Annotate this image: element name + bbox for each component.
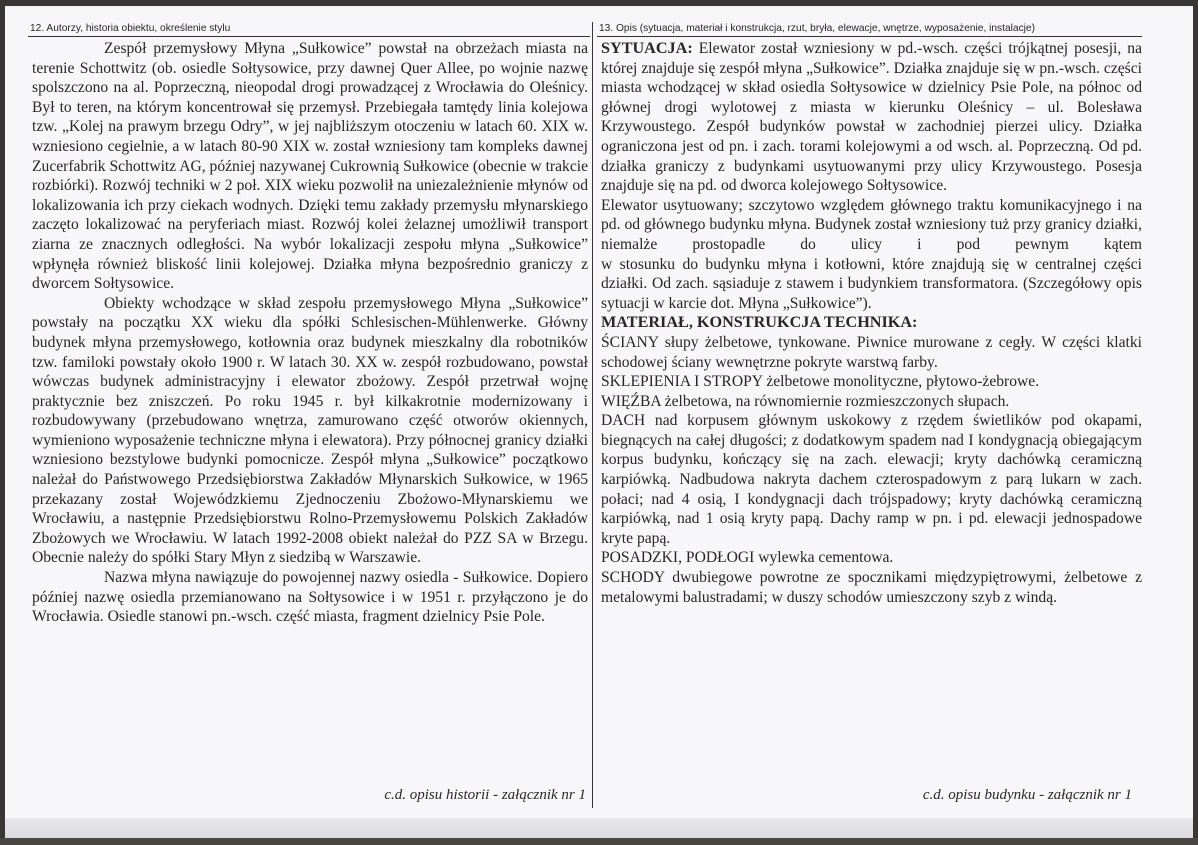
- history-column: [28, 22, 590, 627]
- description-section-header: 13. Opis (sytuacja, materiał i konstrukcja, rzut, bryła, elewacje, wnętrze, wyposażenie, instalacje): [597, 22, 1142, 37]
- description-column: [597, 22, 1142, 607]
- scan-bottom-edge: [5, 818, 1193, 840]
- material-stairs: SCHODY dwubiegowe powrotne ze spocznikami międzypiętrowymi, żelbetowe z metalowymi balustradami; w duszy schodów umieszczony szyb z windą.: [601, 569, 1142, 606]
- situation-paragraph-2: Elewator usytuowany; szczytowo względem głównego traktu komunikacyjnego i na pd. od głównego budynku młyna. Budynek został wzniesiony tuż przy granicy działki, niemalże prostopadle do ulicy i pod pewnym kątem: [601, 196, 1142, 253]
- material-ceilings: SKLEPIENIA I STROPY żelbetowe monolityczne, płytowo-żebrowe.: [601, 373, 1040, 391]
- situation-heading: SYTUACJA:: [601, 39, 693, 57]
- history-text: [28, 39, 590, 627]
- material-roof: DACH nad korpusem głównym uskokowy z rzędem świetlików pod okapami, biegnących na całej długości; z dodatkowym spadem nad I kondygnacją obiegającym korpus budynku, kończący się na zach. elewacji; kryty dachówką ceramiczną karpiówką. Nadbudowa nakryta dachem czterospadowym z parą lukarn w zach. połaci; nad 4 osią, I kondygnacji dach trójspadowy; kryty dachówką ceramiczną karpiówką, nad 1 osią kryty papą. Dachy ramp w pn. i pd. elewacji jednospadowe kryte papą.: [601, 412, 1142, 547]
- situation-paragraph: [601, 39, 1142, 196]
- description-continuation-note: c.d. opisu budynku - załącznik nr 1: [922, 787, 1132, 803]
- column-divider: [592, 22, 593, 808]
- situation-paragraph-3: w stosunku do budynku młyna i kotłowni, które znajdują się w centralnej części działki. Od zach. sąsiaduje z stawem i budynkiem transformatora. (Szczegółowy opis sytuacji w karcie dot. Młyna „Sułkowice”).: [601, 255, 1142, 312]
- material-heading: MATERIAŁ, KONSTRUKCJA TECHNIKA:: [601, 313, 918, 332]
- history-continuation-note: c.d. opisu historii - załącznik nr 1: [384, 787, 586, 803]
- situation-text: Elewator został wzniesiony w pd.-wsch. części trójkątnej posesji, na której znajduje się zespół młyna „Sułkowice”. Działka znajduje się w pn.-wsch. części miasta wchodzącej w skład osiedla Sołtysowice w dzielnicy Psie Pole, na północ od głównej drogi wylotowej z miasta w kierunku Oleśnicy – ul. Bolesława Krzywoustego. Zespół budynków powstał w zachodniej pierzei ulicy. Działka ograniczona jest od pn. i zach. torami kolejowymi a od wsch. al. Poprzeczną. Od pd. działka graniczy z budynkami usytuowanymi przy ulicy Krzywoustego. Posesja znajduje się na pd. od dworca kolejowego Sołtysowice.: [601, 40, 1142, 195]
- material-walls: ŚCIANY słupy żelbetowe, tynkowane. Piwnice murowane z cegły. W części klatki schodowej ściany wewnętrzne pokryte warstwą farby.: [601, 333, 1142, 371]
- history-paragraph-3: Nazwa młyna nawiązuje do powojennej nazwy osiedla - Sułkowice. Dopiero później nazwę osiedla przemianowano na Sołtysowice i w 1951 r. przyłączono je do Wrocławia. Osiedle stanowi pn.-wsch. część miasta, fragment dzielnicy Psie Pole.: [32, 569, 588, 626]
- scan-shadow: [0, 838, 1198, 845]
- history-paragraph-1: Zespół przemysłowy Młyna „Sułkowice” powstał na obrzeżach miasta na terenie Schottwitz (ob. osiedle Sołtysowice, przy dawnej Quer Allee, po wojnie nazwę spolszczono na al. Poprzeczną, nieopodal drogi prowadzącej z Wrocławia do Oleśnicy. Był to teren, na którym koncentrował się przemysł. Przebiegała tamtędy linia kolejowa tzw. „Kolej na prawym brzegu Odry”, w jej najbliższym otoczeniu w latach 60. XIX w. wzniesiono cegielnie, a w latach 80-90 XIX w. został wzniesiony tam kompleks dawnej Zucerfabrik Schottwitz AG, później nazywanej Cukrownią Sułkowice (obecnie w trakcie rozbiórki). Rozwój techniki w 2 poł. XIX wieku pozwolił na uniezależnienie młynów od lokalizowania ich przy ciekach wodnych. Dzięki temu zakłady przemysłu młynarskiego zaczęto lokalizować na peryferiach miast. Rozwój kolei żelaznej umożliwił transport ziarna ze znacznych odległości. Na wybór lokalizacji zespołu młyna „Sułkowice” wpłynęła również bliskość linii kolejowej. Działka młyna bezpośrednio graniczy z dworcem Sołtysowice.: [32, 40, 588, 293]
- history-section-header: 12. Autorzy, historia obiektu, określenie stylu: [28, 22, 590, 37]
- history-paragraph-2: Obiekty wchodzące w skład zespołu przemysłowego Młyna „Sułkowice” powstały na początku XX wieku dla spółki Schlesischen-Mühlenwerke. Główny budynek młyna przemysłowego, kotłownia oraz budynek mieszkalny dla robotników tzw. familoki powstały około 1900 r. W latach 30. XX w. zespół rozbudowano, powstał wówczas budynek administracyjny i elewator zbożowy. Zespół przetrwał wojnę praktycznie bez zniszczeń. Po roku 1945 r. był kilkakrotnie modernizowany i rozbudowywany (przebudowano wnętrza, zamurowano część otworów okiennych, wymieniono wyposażenie techniczne młyna i elewatora). Przy północnej granicy działki wzniesiono bezstylowe budynki pomocnicze. Zespół młyna „Sułkowice” początkowo należał do Państwowego Przedsiębiorstwa Zakładów Młynarskich Sułkowice, w 1965 przekazany został Wojewódzkiemu Zjednoczeniu Zbożowo-Młynarskiemu we Wrocławiu, a następnie Przedsiębiorstwu Rolno-Przemysłowemu Polskich Zakładów Zbożowych we Wrocławiu. W latach 1992-2008 obiekt należał do PZZ SA w Brzegu. Obecnie należy do spółki Stary Młyn z siedzibą w Warszawie.: [32, 294, 588, 567]
- material-truss: WIĘŹBA żelbetowa, na równomiernie rozmieszczonych słupach.: [601, 392, 1010, 410]
- description-text: [597, 39, 1142, 607]
- material-floors: POSADZKI, PODŁOGI wylewka cementowa.: [601, 549, 894, 567]
